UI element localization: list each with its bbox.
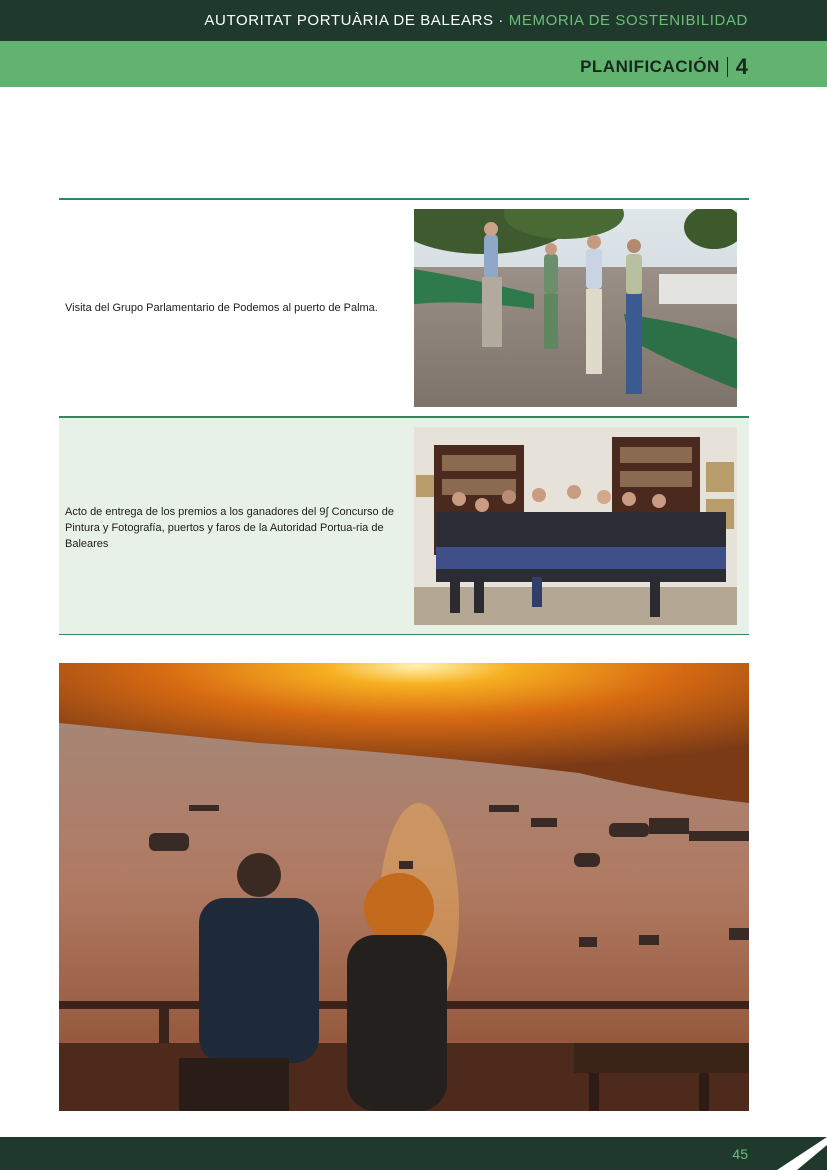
table-row — [59, 200, 749, 418]
header-title — [204, 12, 748, 29]
top-header-bar — [0, 0, 827, 41]
photo-table — [59, 198, 749, 635]
footer-stripe-decoration — [757, 1137, 827, 1170]
page-footer — [0, 1137, 827, 1170]
section-name: PLANIFICACIÓN — [580, 57, 720, 76]
section-label — [580, 55, 748, 79]
sunset-harbor-photo — [59, 663, 749, 1111]
header-separator: · — [498, 12, 504, 29]
award-ceremony-photo — [414, 427, 737, 625]
header-report: MEMORIA DE SOSTENIBILIDAD — [508, 12, 748, 29]
table-row — [59, 418, 749, 635]
section-number: 4 — [735, 54, 748, 79]
section-divider — [727, 57, 728, 77]
row-caption: Visita del Grupo Parlamentario de Podemos al puerto de Palma. — [65, 302, 378, 314]
header-org: AUTORITAT PORTUÀRIA DE BALEARS — [204, 12, 494, 29]
page-number: 45 — [732, 1146, 748, 1162]
group-visit-photo — [414, 209, 737, 407]
row-caption: Acto de entrega de los premios a los ganadores del 9∫ Concurso de Pintura y Fotografía, puertos y faros de la Autoridad Portua-ria de Baleares — [65, 506, 394, 550]
